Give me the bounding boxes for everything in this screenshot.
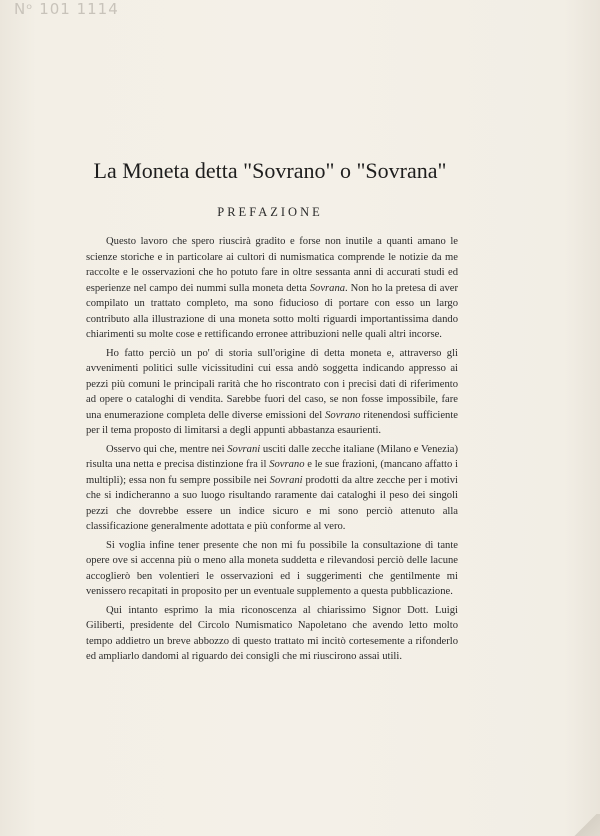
italic-term: Sovrani (269, 474, 303, 486)
text-run: Questo lavoro che spero riuscirà gradito e forse non inutile a quanti amano le scienze storiche e in particolare ai cultori di numismatica comprende le notizie da me raccolte e le osservazioni che ho potuto fare in oltre sessanta anni di accurati studi ed esperienze nel campo dei nummi sulla moneta detta (86, 236, 458, 294)
archive-pencil-mark: Nᵒ 101 1114 (14, 0, 119, 18)
text-run: e le sue frazioni, (mancano affatto i multipli); essa non fu sempre possibile nei (86, 459, 458, 486)
italic-term: Sovrano (325, 409, 361, 421)
preface-paragraph (86, 538, 458, 600)
preface-paragraph (86, 603, 458, 665)
preface-paragraph (86, 442, 458, 535)
preface-paragraph (86, 234, 458, 343)
page-title: La Moneta detta "Sovrano" o "Sovrana" (93, 157, 447, 183)
text-run: Qui intanto esprimo la mia riconoscenza al chiarissimo Signor Dott. Luigi Giliberti, presidente del Circolo Numismatico Napoletano che avendo letto molto tempo addietro un breve abbozzo di questo trattato mi incitò cortesemente a rifonderlo ed ampliarlo dandomi al riguardo dei consigli che mi riuscirono assai utili. (86, 604, 458, 662)
preface-paragraph (86, 346, 458, 439)
italic-term: Sovrana (309, 282, 346, 294)
text-run: Osservo qui che, mentre nei (106, 443, 228, 455)
text-run: . Non ho la pretesa di aver compilato un trattato completo, ma sono fiducioso di portare con esso un largo contributo alla illustrazione di una moneta sotto molti riguardi importantissima dando chiarimenti su molte cose e rettificando erronee attribuzioni nelle quali altri incorse. (86, 282, 458, 340)
italic-term: Sovrani (227, 443, 261, 455)
preface-body (86, 234, 458, 668)
page-corner-fold (572, 814, 600, 836)
text-run: ritenendosi sufficiente per il tema proposto di limitarsi a degli appunti abbastanza esaurienti. (86, 409, 458, 436)
text-run: Si voglia infine tener presente che non mi fu possibile la consultazione di tante opere ove si accenna più o meno alla moneta suddetta e rilevandosi perciò delle lacune accoglierò ben volentieri le osservazioni ed i suggerimenti che gentilmente mi venissero recapitati in proposito per un eventuale supplemento a questa pubblicazione. (86, 539, 458, 597)
text-run: Ho fatto perciò un po' di storia sull'origine di detta moneta e, attraverso gli avvenimenti politici sulle vicissitudini cui essa andò soggetta indicando appresso ai pezzi più comuni le principali rarità che ho riscontrato con i precisi dati di riferimento ad opere o cataloghi di vendita. Sarebbe fuori del caso, se non fosse impossibile, fare una enumerazione completa delle diverse emissioni del (86, 347, 458, 421)
text-run: usciti dalle zecche italiane (Milano e Venezia) risulta una netta e precisa distinzione fra il (86, 443, 458, 470)
italic-term: Sovrano (269, 459, 305, 470)
section-heading: PREFAZIONE (217, 205, 323, 219)
text-run: prodotti da altre zecche per i motivi che si indicheranno a suo luogo risultando raramente dai cataloghi il peso dei singoli pezzi che dovrebbe essere un indice sicuro e mi sono perciò attenuto alla classificazione generalmente adottata e più conforme al vero. (86, 474, 458, 532)
